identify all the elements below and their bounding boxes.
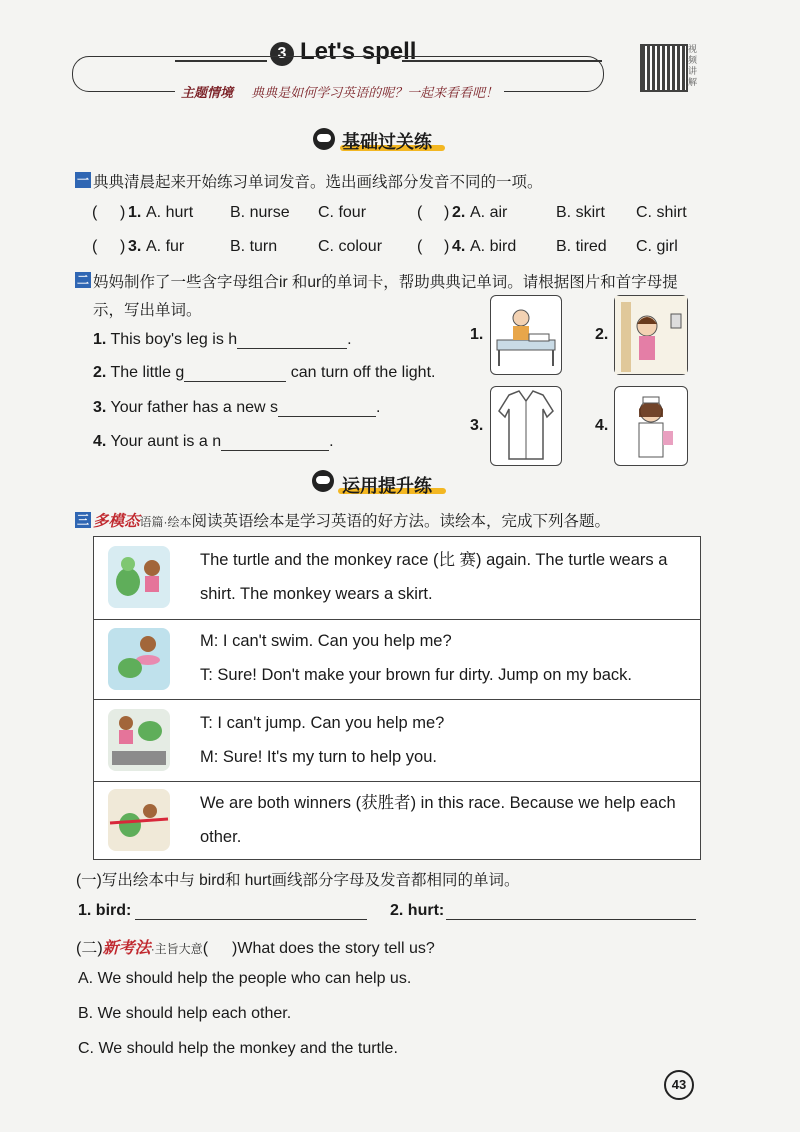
- option-b: B. tired: [556, 238, 607, 255]
- story-text-3: T: I can't jump. Can you help me? M: Sure! It's my turn to help you.: [200, 714, 445, 766]
- monkey-swim-image: [108, 628, 170, 690]
- bed-icon: [491, 296, 561, 374]
- picture-book-panel: [93, 536, 701, 860]
- girl-at-switch-picture: [614, 295, 688, 375]
- answer-paren-close[interactable]: ): [444, 204, 450, 221]
- winners-image: [108, 789, 170, 851]
- sentence-4: 4. Your aunt is a n .: [93, 433, 334, 450]
- answer-paren-open: (: [417, 238, 423, 255]
- option-a: A. air: [470, 204, 508, 221]
- shirt-picture: [490, 386, 562, 466]
- q2-paren-open: (: [202, 940, 209, 957]
- answer-blank[interactable]: [278, 400, 376, 417]
- qr-label: 视频讲解: [688, 44, 698, 87]
- turtle-jump-image: [108, 709, 170, 771]
- page-number: 43: [664, 1070, 694, 1100]
- part2-instruction-2: 示，写出单词。: [93, 302, 202, 319]
- section-basic-title: 基础过关练: [342, 132, 432, 152]
- monkey-icon: [108, 628, 170, 690]
- new-test-tag: 新考法: [102, 940, 151, 957]
- pic-label-1: 1.: [470, 326, 484, 343]
- item-number: 2.: [452, 204, 466, 221]
- sentence-1: 1. This boy's leg is h .: [93, 331, 352, 348]
- boy-in-bed-picture: [490, 295, 562, 375]
- story-text-1: The turtle and the monkey race (比 赛) again. The turtle wears a shirt. The monkey wears a skirt.: [200, 551, 668, 603]
- q2-paren-close: ): [232, 940, 238, 957]
- new-test-tag-small: ·主旨大意: [150, 942, 203, 956]
- panda-icon: [313, 128, 335, 150]
- part3-instruction: 阅读英语绘本是学习英语的好方法。读绘本，完成下列各题。: [191, 513, 611, 530]
- answer-paren-close[interactable]: ): [444, 238, 450, 255]
- sentence-2: 2. The little g can turn off the light.: [93, 364, 436, 381]
- unit-number-badge: 3: [270, 42, 294, 66]
- option-c: C. four: [318, 204, 367, 221]
- question-2-line: (二)新考法·主旨大意( )What does the story tell us?: [76, 940, 435, 957]
- option-c: C. girl: [636, 238, 678, 255]
- option-c[interactable]: C. We should help the monkey and the turtle.: [78, 1040, 398, 1057]
- section-apply-title: 运用提升练: [342, 476, 432, 496]
- pic-label-2: 2.: [595, 326, 609, 343]
- story-row-3: [94, 699, 700, 782]
- sentence-3: 3. Your father has a new s .: [93, 399, 381, 416]
- page-title: Let's spell: [300, 38, 417, 65]
- option-a: A. bird: [470, 238, 517, 255]
- wall-icon: [108, 709, 170, 771]
- theme-label: 主题情境: [181, 86, 234, 101]
- option-b: B. skirt: [556, 204, 605, 221]
- option-a: A. hurt: [146, 204, 194, 221]
- part3-number: 三: [76, 513, 89, 527]
- answer-paren-open: (: [92, 204, 98, 221]
- answer-paren-open: (: [92, 238, 98, 255]
- answer-blank[interactable]: [446, 903, 696, 920]
- story-row-1: [94, 537, 700, 619]
- multimodal-tag: 多模态: [93, 513, 140, 530]
- part2-instruction-1: 妈妈制作了一些含字母组合ir 和ur的单词卡，帮助典典记单词。请根据图片和首字母提: [93, 274, 678, 291]
- item-number: 4.: [452, 238, 466, 255]
- option-b[interactable]: B. We should help each other.: [78, 1005, 292, 1022]
- answer-blank[interactable]: [221, 434, 329, 451]
- option-b: B. turn: [230, 238, 278, 255]
- option-c: C. colour: [318, 238, 383, 255]
- story-row-4: [94, 781, 700, 860]
- part3-instruction-line: [93, 509, 610, 531]
- story-text-4: We are both winners (获胜者) in this race. Because we help each other.: [200, 794, 676, 846]
- nurse-picture: [614, 386, 688, 466]
- qr-code-icon[interactable]: [640, 44, 688, 92]
- part1-number: 一: [76, 173, 89, 187]
- item-number: 1.: [128, 204, 142, 221]
- question-1-label: (一)写出绘本中与 bird和 hurt画线部分字母及发音都相同的单词。: [76, 872, 520, 889]
- finish-line-icon: [108, 789, 170, 851]
- answer-paren-close[interactable]: ): [120, 204, 126, 221]
- turtle-icon: [108, 546, 170, 608]
- multimodal-tag-small: 语篇·绘本: [139, 515, 192, 529]
- option-a[interactable]: A. We should help the people who can help us.: [78, 970, 412, 987]
- answer-blank[interactable]: [135, 903, 367, 920]
- item-number: 3.: [128, 238, 142, 255]
- nurse-icon: [615, 387, 687, 465]
- answer-paren-close[interactable]: ): [120, 238, 126, 255]
- pic-label-3: 3.: [470, 417, 484, 434]
- theme-text: 典典是如何学习英语的呢？一起来看看吧！: [251, 86, 499, 101]
- option-b: B. nurse: [230, 204, 290, 221]
- answer-paren-open: (: [417, 204, 423, 221]
- story-text-2: M: I can't swim. Can you help me? T: Sure! Don't make your brown fur dirty. Jump on my back.: [200, 632, 633, 684]
- story-row-2: [94, 619, 700, 700]
- girl-icon: [615, 296, 687, 374]
- q1-bird-line: 1. bird:: [78, 902, 367, 920]
- answer-blank[interactable]: [184, 365, 286, 382]
- shirt-icon: [491, 387, 561, 465]
- panda-icon: [312, 470, 334, 492]
- part1-instruction: 典典清晨起来开始练习单词发音。选出画线部分发音不同的一项。: [93, 174, 543, 191]
- q2-question: What does the story tell us?: [237, 940, 435, 957]
- part2-number: 二: [76, 273, 89, 287]
- turtle-monkey-race-image: [108, 546, 170, 608]
- q1-hurt-line: 2. hurt:: [390, 902, 696, 920]
- option-c: C. shirt: [636, 204, 687, 221]
- theme-line: [175, 82, 504, 101]
- option-a: A. fur: [146, 238, 185, 255]
- pic-label-4: 4.: [595, 417, 609, 434]
- answer-blank[interactable]: [237, 332, 347, 349]
